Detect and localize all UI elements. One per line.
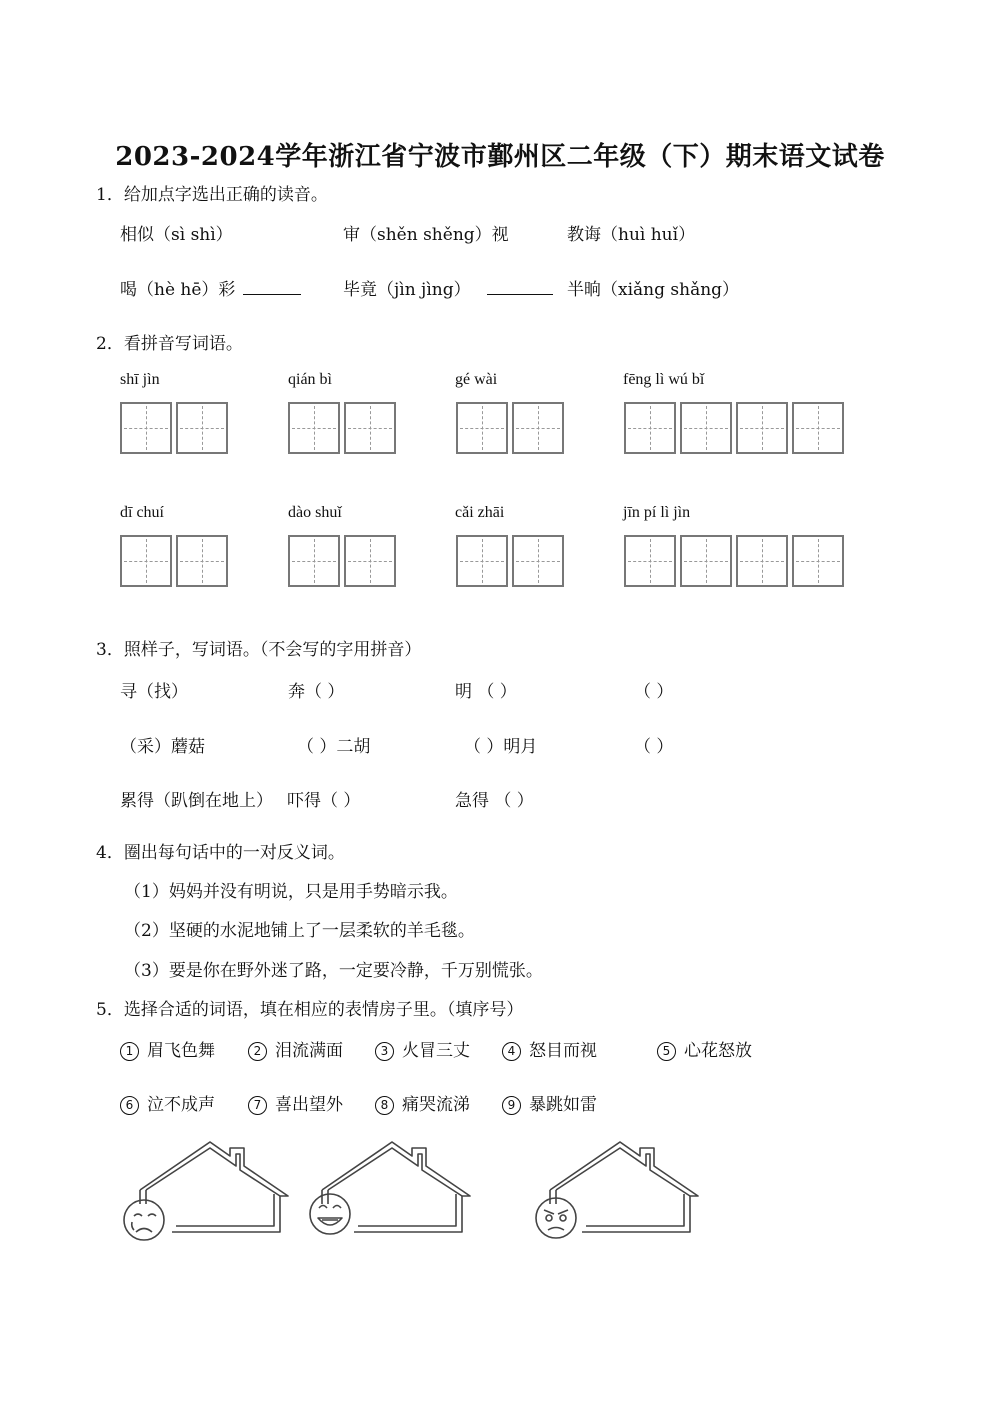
writing-grid [624,402,848,454]
writing-cell[interactable] [736,535,788,587]
emotion-houses [110,1128,730,1258]
writing-cell[interactable] [680,402,732,454]
q3-item[interactable]: （ ）二胡 [297,737,371,757]
q3-item: （采）蘑菇 [120,737,205,757]
pinyin-label: gé wài [455,371,498,388]
q5-option [375,1090,470,1115]
writing-cell[interactable] [456,402,508,454]
option-number: 1 [120,1042,139,1061]
writing-cell[interactable] [288,535,340,587]
pinyin-label: dī chuí [120,504,164,521]
option-number: 4 [502,1042,521,1061]
question-4-prompt: 4．圈出每句话中的一对反义词。 [96,843,345,863]
question-5-prompt: 5．选择合适的词语，填在相应的表情房子里。（填序号） [96,1000,524,1020]
writing-cell[interactable] [624,402,676,454]
writing-grid [120,402,232,454]
option-word: 泪流满面 [275,1041,343,1061]
writing-cell[interactable] [792,402,844,454]
sad-face-icon [124,1200,164,1240]
option-number: 5 [657,1042,676,1061]
q1-item: 喝（hè hē）彩 [120,280,236,300]
q3-item[interactable]: （ ）明月 [464,737,538,757]
answer-blank[interactable] [243,279,301,295]
writing-cell[interactable] [288,402,340,454]
writing-cell[interactable] [512,535,564,587]
writing-cell[interactable] [120,535,172,587]
pinyin-label: fēng lì wú bǐ [623,371,705,388]
q1-item-with-blank [120,275,301,300]
pinyin-label: cǎi zhāi [455,504,505,521]
question-2-prompt: 2．看拼音写词语。 [96,334,243,354]
writing-cell[interactable] [680,535,732,587]
q5-option [120,1036,215,1061]
option-word: 痛哭流涕 [402,1095,470,1115]
writing-cell[interactable] [792,535,844,587]
writing-grid [288,535,400,587]
q3-item[interactable]: 急得 （ ） [455,791,534,811]
writing-cell[interactable] [176,402,228,454]
pinyin-label: jīn pí lì jìn [623,504,691,521]
option-word: 心花怒放 [684,1041,752,1061]
q1-item: 半晌（xiǎng shǎng） [567,280,740,300]
option-number: 2 [248,1042,267,1061]
q1-item-with-blank [343,275,553,300]
pinyin-label: dào shuǐ [288,504,342,521]
q1-item: 相似（sì shì） [120,225,233,245]
q5-option [375,1036,470,1061]
pinyin-label: qián bì [288,371,332,388]
q1-item: 教诲（huì huǐ） [567,225,696,245]
q5-option [657,1036,752,1061]
pinyin-label: shī jìn [120,371,160,388]
option-word: 眉飞色舞 [147,1041,215,1061]
q4-sentence[interactable]: （3）要是你在野外迷了路，一定要冷静，千万别慌张。 [124,961,543,981]
writing-cell[interactable] [624,535,676,587]
q4-sentence[interactable]: （2）坚硬的水泥地铺上了一层柔软的羊毛毯。 [124,921,475,941]
q4-sentence[interactable]: （1）妈妈并没有明说，只是用手势暗示我。 [124,882,458,902]
q1-item: 审（shěn shěng）视 [343,225,509,245]
page-title: 2023-2024学年浙江省宁波市鄞州区二年级（下）期末语文试卷 [115,142,885,172]
writing-cell[interactable] [176,535,228,587]
writing-grid [456,535,568,587]
writing-grid [624,535,848,587]
option-number: 3 [375,1042,394,1061]
q3-item[interactable]: （ ） [634,737,674,757]
writing-grid [288,402,400,454]
option-number: 8 [375,1096,394,1115]
happy-face-house[interactable] [310,1142,470,1234]
writing-cell[interactable] [736,402,788,454]
question-3-prompt: 3．照样子，写词语。（不会写的字用拼音） [96,640,422,660]
writing-cell[interactable] [344,402,396,454]
q3-item[interactable]: 奔（ ） [288,682,345,702]
q3-item: 寻（找） [120,682,188,702]
option-number: 9 [502,1096,521,1115]
q1-item: 毕竟（jìn jìng） [343,280,471,300]
angry-face-house[interactable] [536,1142,698,1238]
q5-option [248,1090,343,1115]
option-word: 火冒三丈 [402,1041,470,1061]
q5-option [502,1090,597,1115]
writing-cell[interactable] [344,535,396,587]
option-number: 7 [248,1096,267,1115]
writing-grid [120,535,232,587]
q3-item[interactable]: 吓得（ ） [287,791,361,811]
option-word: 喜出望外 [275,1095,343,1115]
q5-option [248,1036,343,1061]
q5-option [120,1090,215,1115]
option-word: 暴跳如雷 [529,1095,597,1115]
q5-option [502,1036,597,1061]
option-word: 泣不成声 [147,1095,215,1115]
writing-cell[interactable] [512,402,564,454]
happy-face-icon [310,1194,350,1234]
q3-item[interactable]: （ ） [634,682,674,702]
question-1-prompt: 1．给加点字选出正确的读音。 [96,185,328,205]
q3-item[interactable]: 明 （ ） [455,682,517,702]
option-number: 6 [120,1096,139,1115]
option-word: 怒目而视 [529,1041,597,1061]
sad-face-house[interactable] [124,1142,288,1240]
writing-cell[interactable] [120,402,172,454]
q3-item: 累得（趴倒在地上） [120,791,273,811]
answer-blank[interactable] [487,279,553,295]
writing-cell[interactable] [456,535,508,587]
writing-grid [456,402,568,454]
